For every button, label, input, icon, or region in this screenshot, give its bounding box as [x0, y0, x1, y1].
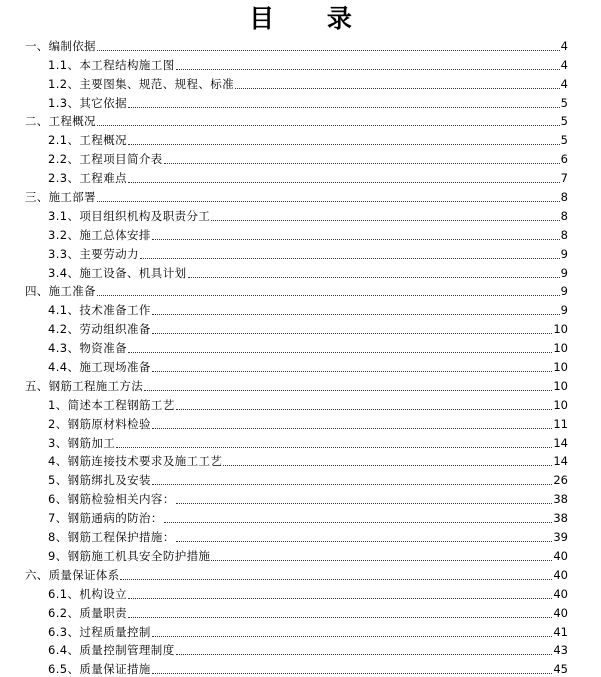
- toc-section-entry[interactable]: [0, 564, 601, 583]
- toc-subsection-entry[interactable]: [0, 621, 601, 640]
- dot-leader: [211, 559, 552, 561]
- toc-page-number: 38: [553, 511, 568, 526]
- toc-entry-label: 2.1、工程概况: [48, 133, 127, 148]
- toc-subsection-entry[interactable]: [0, 432, 601, 451]
- toc-page-number: 9: [560, 246, 568, 261]
- dot-leader: [176, 653, 553, 655]
- toc-subsection-entry[interactable]: [0, 640, 601, 659]
- toc-entry-label: 6.3、过程质量控制: [48, 624, 151, 639]
- toc-page-number: 39: [553, 530, 568, 545]
- toc-entry-label: 三、施工部署: [25, 190, 96, 205]
- toc-entry-label: 一、编制依据: [25, 38, 96, 53]
- toc-page-number: 14: [553, 435, 568, 450]
- toc-entry-label: 2.3、工程难点: [48, 171, 127, 186]
- dot-leader: [176, 502, 553, 504]
- toc-page-number: 40: [553, 567, 568, 582]
- toc-page-number: 10: [553, 341, 568, 356]
- toc-page-number: 4: [560, 76, 568, 91]
- toc-page-number: 4: [560, 57, 568, 72]
- toc-subsection-entry[interactable]: [0, 451, 601, 470]
- toc-page-number: 11: [553, 416, 568, 431]
- toc-entry-label: 8、钢筋工程保护措施：: [48, 530, 175, 545]
- dot-leader: [176, 68, 560, 70]
- toc-page-number: 10: [553, 378, 568, 393]
- dot-leader: [144, 389, 552, 391]
- toc-subsection-entry[interactable]: [0, 469, 601, 488]
- toc-entry-label: 四、施工准备: [25, 284, 96, 299]
- toc-page-number: 43: [553, 643, 568, 658]
- toc-subsection-entry[interactable]: [0, 224, 601, 243]
- toc-entry-label: 6.2、质量职责: [48, 605, 127, 620]
- toc-section-entry[interactable]: [0, 375, 601, 394]
- toc-subsection-entry[interactable]: [0, 545, 601, 564]
- toc-subsection-entry[interactable]: [0, 583, 601, 602]
- toc-subsection-entry[interactable]: [0, 148, 601, 167]
- toc-entry-label: 4.1、技术准备工作: [48, 303, 151, 318]
- toc-entry-label: 1、简述本工程钢筋工艺: [48, 397, 175, 412]
- toc-entry-label: 3.3、主要劳动力: [48, 246, 139, 261]
- dot-leader: [97, 200, 560, 202]
- toc-subsection-entry[interactable]: [0, 394, 601, 413]
- dot-leader: [116, 446, 552, 448]
- dot-leader: [211, 219, 559, 221]
- dot-leader: [140, 257, 560, 259]
- toc-entry-label: 9、钢筋施工机具安全防护措施: [48, 548, 211, 563]
- toc-page-number: 6: [560, 152, 568, 167]
- toc-subsection-entry[interactable]: [0, 54, 601, 73]
- toc-subsection-entry[interactable]: [0, 507, 601, 526]
- dot-leader: [223, 464, 552, 466]
- dot-leader: [128, 597, 552, 599]
- toc-entry-label: 2、钢筋原材料检验: [48, 416, 151, 431]
- toc-subsection-entry[interactable]: [0, 92, 601, 111]
- toc-page-number: 9: [560, 303, 568, 318]
- toc-page-number: 45: [553, 662, 568, 677]
- toc-entry-label: 4.3、物资准备: [48, 341, 127, 356]
- dot-leader: [152, 483, 552, 485]
- toc-subsection-entry[interactable]: [0, 73, 601, 92]
- toc-page-number: 5: [560, 95, 568, 110]
- dot-leader: [128, 181, 560, 183]
- toc-page-number: 9: [560, 284, 568, 299]
- dot-leader: [152, 332, 553, 334]
- toc-subsection-entry[interactable]: [0, 129, 601, 148]
- dot-leader: [97, 49, 560, 51]
- toc-entry-label: 2.2、工程项目简介表: [48, 152, 163, 167]
- toc-section-entry[interactable]: [0, 111, 601, 130]
- toc-entry-label: 3.1、项目组织机构及职责分工: [48, 208, 211, 223]
- toc-entry-label: 六、质量保证体系: [25, 567, 120, 582]
- toc-subsection-entry[interactable]: [0, 205, 601, 224]
- toc-entry-label: 3、钢筋加工: [48, 435, 116, 450]
- toc-entry-label: 3.4、施工设备、机具计划: [48, 265, 187, 280]
- toc-subsection-entry[interactable]: [0, 413, 601, 432]
- toc-page-number: 8: [560, 190, 568, 205]
- toc-page-number: 40: [553, 586, 568, 601]
- toc-page-number: 14: [553, 454, 568, 469]
- toc-section-entry[interactable]: [0, 35, 601, 54]
- toc-page-number: 8: [560, 227, 568, 242]
- toc-page-number: 40: [553, 605, 568, 620]
- toc-page-number: 7: [560, 171, 568, 186]
- toc-entry-label: 4.2、劳动组织准备: [48, 322, 151, 337]
- toc-entry-label: 二、工程概况: [25, 114, 96, 129]
- dot-leader: [176, 408, 553, 410]
- toc-entry-label: 6.5、质量保证措施: [48, 662, 151, 677]
- dot-leader: [152, 635, 553, 637]
- toc-subsection-entry[interactable]: [0, 356, 601, 375]
- dot-leader: [164, 162, 560, 164]
- dot-leader: [97, 124, 560, 126]
- dot-leader: [128, 143, 560, 145]
- dot-leader: [128, 351, 552, 353]
- dot-leader: [152, 370, 553, 372]
- toc-page-number: 4: [560, 38, 568, 53]
- toc-entry-label: 1.3、其它依据: [48, 95, 127, 110]
- toc-entry-label: 5、钢筋绑扎及安装: [48, 473, 151, 488]
- toc-entry-label: 4.4、施工现场准备: [48, 360, 151, 375]
- toc-page-number: 5: [560, 114, 568, 129]
- toc-entry-label: 3.2、施工总体安排: [48, 227, 151, 242]
- toc-subsection-entry[interactable]: [0, 243, 601, 262]
- toc-page-number: 9: [560, 265, 568, 280]
- dot-leader: [188, 276, 560, 278]
- table-of-contents: [0, 35, 601, 677]
- page-title: 目 录: [249, 4, 374, 33]
- dot-leader: [152, 238, 560, 240]
- toc-entry-label: 4、钢筋连接技术要求及施工工艺: [48, 454, 223, 469]
- toc-subsection-entry[interactable]: [0, 318, 601, 337]
- toc-subsection-entry[interactable]: [0, 167, 601, 186]
- toc-subsection-entry[interactable]: [0, 526, 601, 545]
- toc-page-number: 41: [553, 624, 568, 639]
- toc-page-number: 8: [560, 208, 568, 223]
- toc-subsection-entry[interactable]: [0, 602, 601, 621]
- toc-page-number: 40: [553, 548, 568, 563]
- toc-entry-label: 6.4、质量控制管理制度: [48, 643, 175, 658]
- toc-entry-label: 1.2、主要图集、规范、规程、标准: [48, 76, 235, 91]
- dot-leader: [176, 540, 553, 542]
- dot-leader: [120, 578, 552, 580]
- toc-page-number: 10: [553, 397, 568, 412]
- toc-entry-label: 1.1、本工程结构施工图: [48, 57, 175, 72]
- dot-leader: [152, 427, 552, 429]
- toc-subsection-entry[interactable]: [0, 488, 601, 507]
- dot-leader: [97, 294, 560, 296]
- dot-leader: [152, 313, 560, 315]
- dot-leader: [128, 616, 552, 618]
- dot-leader: [152, 672, 553, 674]
- toc-subsection-entry[interactable]: [0, 262, 601, 281]
- toc-entry-label: 6、钢筋检验相关内容：: [48, 492, 175, 507]
- toc-entry-label: 6.1、机构设立: [48, 586, 127, 601]
- toc-subsection-entry[interactable]: [0, 337, 601, 356]
- toc-entry-label: 五、钢筋工程施工方法: [25, 378, 143, 393]
- toc-section-entry[interactable]: [0, 281, 601, 300]
- toc-page-number: 10: [553, 322, 568, 337]
- dot-leader: [128, 106, 560, 108]
- toc-page-number: 5: [560, 133, 568, 148]
- toc-page-number: 10: [553, 360, 568, 375]
- toc-entry-label: 7、钢筋通病的防治：: [48, 511, 163, 526]
- dot-leader: [164, 521, 553, 523]
- dot-leader: [235, 87, 560, 89]
- toc-subsection-entry[interactable]: [0, 299, 601, 318]
- toc-section-entry[interactable]: [0, 186, 601, 205]
- toc-subsection-entry[interactable]: [0, 658, 601, 677]
- toc-page-number: 38: [553, 492, 568, 507]
- toc-page-number: 26: [553, 473, 568, 488]
